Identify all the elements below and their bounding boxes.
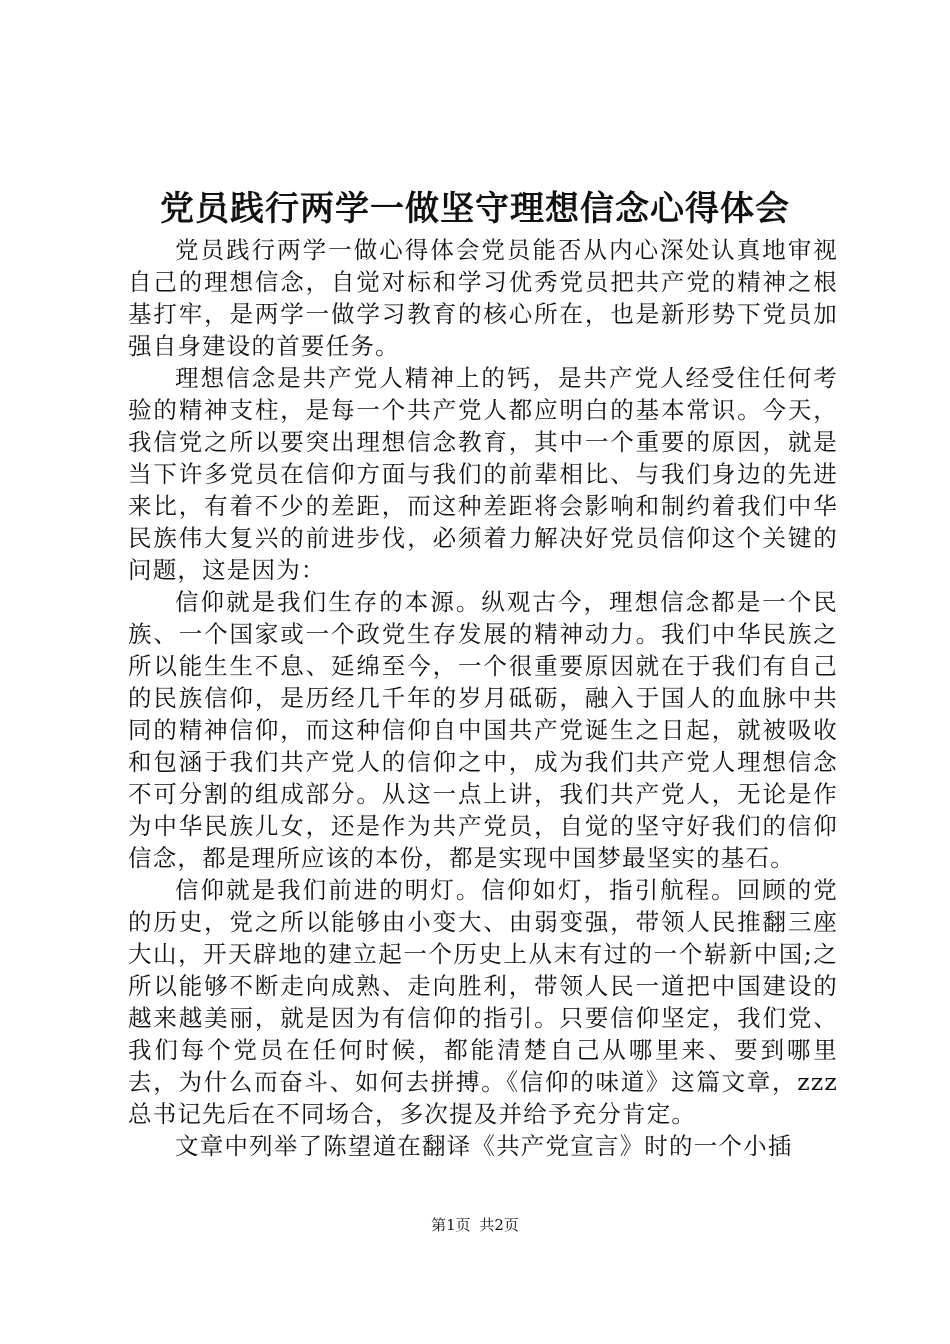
document-body xyxy=(128,234,838,1162)
page-footer xyxy=(0,1214,950,1236)
paragraph-2: 理想信念是共产党人精神上的钙，是共产党人经受住任何考验的精神支柱，是每一个共产党人都应明白的基本常识。今天，我信党之所以要突出理想信念教育，其中一个重要的原因，就是当下许多党员在信仰方面与我们的前辈相比、与我们身边的先进来比，有着不少的差距，而这种差距将会影响和制约着我们中华民族伟大复兴的前进步伐，必须着力解决好党员信仰这个关键的问题，这是因为： xyxy=(128,364,838,584)
document-title: 党员践行两学一做坚守理想信念心得体会 xyxy=(160,189,790,229)
paragraph-1: 党员践行两学一做心得体会党员能否从内心深处认真地审视自己的理想信念，自觉对标和学习优秀党员把共产党的精神之根基打牢，是两学一做学习教育的核心所在，也是新形势下党员加强自身建设的首要任务。 xyxy=(128,236,838,360)
page-number-current: 第1页 xyxy=(431,1216,471,1234)
paragraph-5: 文章中列举了陈望道在翻译《共产党宣言》时的一个小插 xyxy=(175,1132,793,1160)
page-number-total: 共2页 xyxy=(479,1216,519,1234)
paragraph-4: 信仰就是我们前进的明灯。信仰如灯，指引航程。回顾的党的历史，党之所以能够由小变大、由弱变强，带领人民推翻三座大山，开天辟地的建立起一个历史上从末有过的一个崭新中国;之所以能够不断走向成熟、走向胜利，带领人民一道把中国建设的越来越美丽，就是因为有信仰的指引。只要信仰坚定，我们党、我们每个党员在任何时候，都能清楚自己从哪里来、要到哪里去，为什么而奋斗、如何去拼搏。《信仰的味道》这篇文章，zzz总书记先后在不同场合，多次提及并给予充分肯定。 xyxy=(128,876,838,1128)
paragraph-3: 信仰就是我们生存的本源。纵观古今，理想信念都是一个民族、一个国家或一个政党生存发展的精神动力。我们中华民族之所以能生生不息、延绵至今，一个很重要原因就在于我们有自己的民族信仰，是历经几千年的岁月砥砺，融入于国人的血脉中共同的精神信仰，而这种信仰自中国共产党诞生之日起，就被吸收和包涵于我们共产党人的信仰之中，成为我们共产党人理想信念不可分割的组成部分。从这一点上讲，我们共产党人，无论是作为中华民族儿女，还是作为共产党员，自觉的坚守好我们的信仰信念，都是理所应该的本份，都是实现中国梦最坚实的基石。 xyxy=(128,588,838,872)
